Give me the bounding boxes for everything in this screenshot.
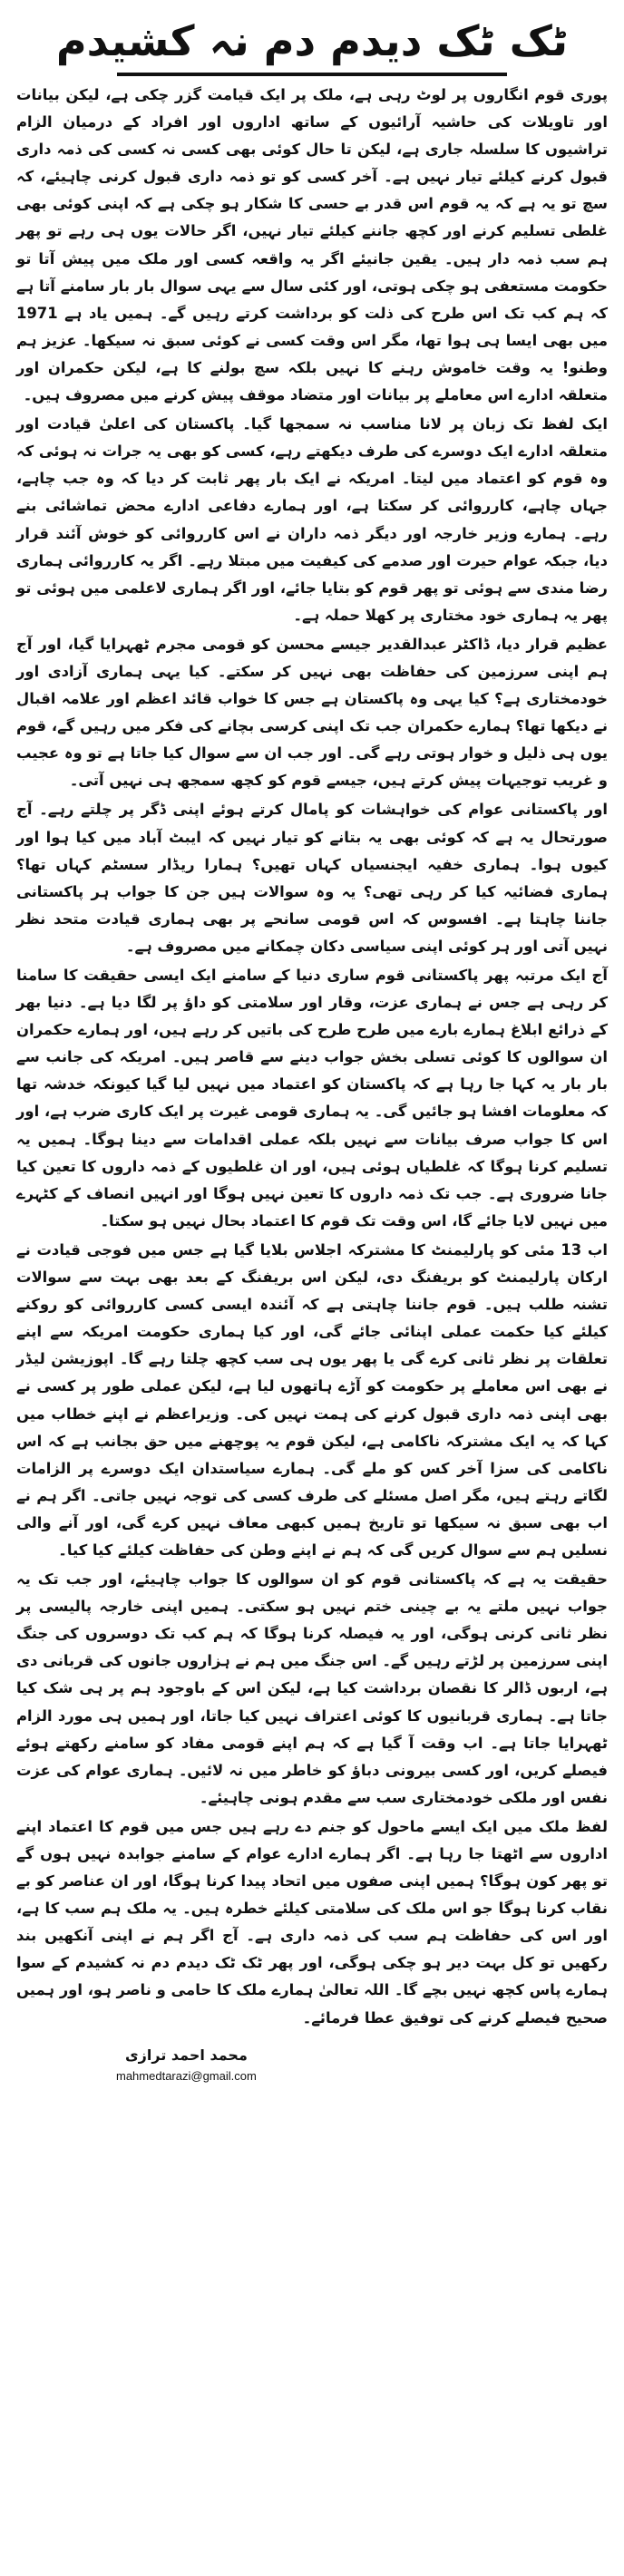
article-paragraph: آج ایک مرتبہ پھر پاکستانی قوم ساری دنیا کے سامنے ایک ایسی حقیقت کا سامنا کر رہی ہے جس نے ہماری عزت، وقار اور سلامتی کو داؤ پر لگا دیا ہے۔ دنیا بھر کے ذرائع ابلاغ ہمارے بارے میں طرح طرح کی باتیں کر رہے ہیں، اور ہمارے حکمران ان سوالوں کا کوئی تسلی بخش جواب دینے سے قاصر ہیں۔ امریکہ کی جانب سے بار بار یہ کہا جا رہا ہے کہ پاکستان کو اعتماد میں نہیں لیا گیا کیونکہ خدشہ تھا کہ معلومات افشا ہو جائیں گی۔ یہ ہماری قومی غیرت پر ایک کاری ضرب ہے، اور اس کا جواب صرف بیانات سے نہیں بلکہ عملی اقدامات سے دینا ہوگا۔ ہمیں یہ تسلیم کرنا ہوگا کہ غلطیاں ہوئی ہیں، اور ان غلطیوں کے ذمہ داروں کا تعین کیا جانا ضروری ہے۔ جب تک ذمہ داروں کا تعین نہیں ہوگا اور انہیں انصاف کے کٹہرے میں نہیں لایا جائے گا، اس وقت تک قوم کا اعتماد بحال نہیں ہو سکتا۔	[16, 967, 608, 1230]
article-paragraph: اب 13 مئی کو پارلیمنٹ کا مشترکہ اجلاس بلایا گیا ہے جس میں فوجی قیادت نے ارکان پارلیمنٹ کو بریفنگ دی، لیکن اس بریفنگ کے بعد بھی بہت سے سوالات تشنہ طلب ہیں۔ قوم جاننا چاہتی ہے کہ آئندہ ایسی کسی کارروائی کو روکنے کیلئے کیا حکمت عملی اپنائی جائے گی، اور کیا ہماری حکومت امریکہ سے اپنے تعلقات پر نظر ثانی کرے گی یا پھر یوں ہی سب کچھ چلتا رہے گا۔ اپوزیشن لیڈر نے بھی اس معاملے پر حکومت کو آڑے ہاتھوں لیا ہے، لیکن عملی طور پر کسی نے بھی اپنی ذمہ داری قبول کرنے کی ہمت نہیں کی۔ وزیراعظم نے اپنے خطاب میں کہا کہ یہ ایک مشترکہ ناکامی ہے، لیکن قوم یہ پوچھنے میں حق بجانب ہے کہ اس ناکامی کی سزا آخر کس کو ملے گی۔ ہمارے سیاستدان ایک دوسرے پر الزامات لگاتے رہتے ہیں، مگر اصل مسئلے کی طرف کسی کی توجہ نہیں جاتی۔ اگر ہم نے اب بھی سبق نہ سیکھا تو تاریخ ہمیں کبھی معاف نہیں کرے گی، اور آنے والی نسلیں ہم سے سوال کریں گی کہ ہم نے اپنے وطن کی حفاظت کیلئے کیا کیا۔	[16, 1240, 608, 1559]
article-paragraph: لفظ ملک میں ایک ایسے ماحول کو جنم دے رہے ہیں جس میں قوم کا اعتماد اپنے اداروں سے اٹھتا جا رہا ہے۔ اگر ہمارے ادارے عوام کے سامنے جوابدہ نہیں ہوں گے تو پھر کون ہوگا؟ ہمیں اپنی صفوں میں اتحاد پیدا کرنا ہوگا، اور ان عناصر کو بے نقاب کرنا ہوگا جو اس ملک کی سلامتی کیلئے خطرہ ہیں۔ یہ ملک ہم سب کا ہے، اور اس کی حفاظت ہم سب کی ذمہ داری ہے۔ آج اگر ہم نے اپنی آنکھیں بند رکھیں تو کل بہت دیر ہو چکی ہوگی، اور پھر ٹک ٹک دیدم دم نہ کشیدم کے سوا ہمارے پاس کچھ نہیں بچے گا۔ اللہ تعالیٰ ہمارے ملک کا حامی و ناصر ہو، اور ہمیں صحیح فیصلے کرنے کی توفیق عطا فرمائے۔	[16, 1817, 608, 2027]
article-paragraph: اور پاکستانی عوام کی خواہشات کو پامال کرتے ہوئے اپنی ڈگر پر چلتے رہے۔ آج صورتحال یہ ہے کہ کوئی بھی یہ بتانے کو تیار نہیں کہ ایبٹ آباد میں کیا ہوا اور کیوں ہوا۔ ہماری خفیہ ایجنسیاں کہاں تھیں؟ ہمارا ریڈار سسٹم کہاں تھا؟ ہماری فضائیہ کیا کر رہی تھی؟ یہ وہ سوالات ہیں جن کا جواب ہر پاکستانی جاننا چاہتا ہے۔ افسوس کہ اس قومی سانحے پر بھی ہماری قیادت متحد نظر نہیں آتی اور ہر کوئی اپنی سیاسی دکان چمکانے میں مصروف ہے۔	[16, 801, 608, 955]
article-paragraph: ایک لفظ تک زبان پر لانا مناسب نہ سمجھا گیا۔ پاکستان کی اعلیٰ قیادت اور متعلقہ ادارے ایک دوسرے کی طرف دیکھتے رہے، کسی کو بھی یہ جرات نہ ہوئی کہ وہ قوم کو اعتماد میں لیتا۔ امریکہ نے ایک بار پھر ثابت کر دیا کہ وہ جب چاہے، جہاں چاہے، کارروائی کر سکتا ہے، اور ہمارے دفاعی ادارے محض تماشائی بنے رہے۔ ہمارے وزیر خارجہ اور دیگر ذمہ داران نے اس کارروائی کو خوش آئند قرار دیا، جبکہ عوام حیرت اور صدمے کی کیفیت میں مبتلا رہے۔ اگر یہ کارروائی ہماری رضا مندی سے ہوئی تو پھر قوم کو بتایا جائے، اور اگر ہماری لاعلمی میں ہوئی تو پھر یہ ہماری خود مختاری پر کھلا حملہ ہے۔	[16, 415, 608, 624]
article-title: ٹک ٹک دیدم دم نہ کشیدم	[55, 16, 569, 65]
author-email[interactable]: mahmedtarazi@gmail.com	[116, 2068, 257, 2083]
author-name: محمد احمد ترازی	[125, 2046, 248, 2064]
title-underline	[117, 73, 507, 76]
article-body	[16, 82, 608, 2032]
article-paragraph: حقیقت یہ ہے کہ پاکستانی قوم کو ان سوالوں کا جواب چاہیئے، اور جب تک یہ جواب نہیں ملتے یہ بے چینی ختم نہیں ہو سکتی۔ ہمیں اپنی خارجہ پالیسی پر نظر ثانی کرنی ہوگی، اور یہ فیصلہ کرنا ہوگا کہ ہم کب تک دوسروں کی جنگ اپنی سرزمین پر لڑتے رہیں گے۔ اس جنگ میں ہم نے ہزاروں جانوں کی قربانی دی ہے، اربوں ڈالر کا نقصان برداشت کیا ہے، لیکن اس کے باوجود ہم پر ہی شک کیا جاتا ہے۔ ہماری قربانیوں کا کوئی اعتراف نہیں کیا جاتا، اور ہمیں ہی مورد الزام ٹھہرایا جاتا ہے۔ اب وقت آ گیا ہے کہ ہم اپنے قومی مفاد کو سامنے رکھتے ہوئے فیصلے کریں، اور کسی بیرونی دباؤ کو خاطر میں نہ لائیں۔ ہماری عوام کی عزت نفس اور ملکی خودمختاری سب سے مقدم ہونی چاہیئے۔	[16, 1570, 608, 1806]
article-paragraph: عظیم قرار دیا، ڈاکٹر عبدالقدیر جیسے محسن کو قومی مجرم ٹھہرایا گیا، اور آج ہم اپنی سرزمین کی حفاظت بھی نہیں کر سکتے۔ کیا یہی ہماری آزادی اور خودمختاری ہے؟ کیا یہی وہ پاکستان ہے جس کا خواب قائد اعظم اور علامہ اقبال نے دیکھا تھا؟ ہمارے حکمران جب تک اپنی کرسی بچانے کی فکر میں رہیں گے، قوم یوں ہی ذلیل و خوار ہوتی رہے گی۔ اور جب ان سے سوال کیا جاتا ہے تو وہ عجیب و غریب توجیہات پیش کرتے ہیں، جیسے قوم کو کچھ سمجھ ہی نہیں آتی۔	[16, 635, 608, 790]
article-paragraph: پوری قوم انگاروں پر لوٹ رہی ہے، ملک پر ایک قیامت گزر چکی ہے، لیکن بیانات اور تاویلات کی حاشیہ آرائیوں کے ساتھ اداروں اور افراد کے درمیان الزام تراشیوں کا سلسلہ جاری ہے، لیکن تا حال کوئی بھی کسی نہ کسی کی ذمہ داری قبول کرنے کیلئے تیار نہیں ہے۔ آخر کسی کو تو ذمہ داری قبول کرنی چاہیئے، کہ سچ تو یہ ہے کہ یہ قوم اس قدر بے حسی کا شکار ہو چکی ہے کہ اپنی کوئی بھی غلطی تسلیم کرنے اور کچھ جاننے کیلئے تیار نہیں، اگر حالات یوں ہی رہے تو پھر ہم سب ذمہ دار ہیں۔ یقین جانیئے اگر یہ واقعہ کسی اور ملک میں پیش آتا تو حکومت مستعفی ہو چکی ہوتی، اور کئی سال سے یہی سوال بار بار سامنے آتا ہے کہ ہم کب تک اس طرح کی ذلت کو برداشت کرتے رہیں گے۔ ہمیں یاد ہے 1971 میں بھی ایسا ہی ہوا تھا، مگر اس وقت کسی نے کوئی سبق نہ سیکھا۔ عزیز ہم وطنو! یہ وقت خاموش رہنے کا نہیں بلکہ سچ بولنے کا ہے، لیکن حکمران اور متعلقہ ادارے اس معاملے پر بیانات اور متضاد موقف پیش کرنے میں مصروف ہیں۔	[16, 86, 608, 404]
